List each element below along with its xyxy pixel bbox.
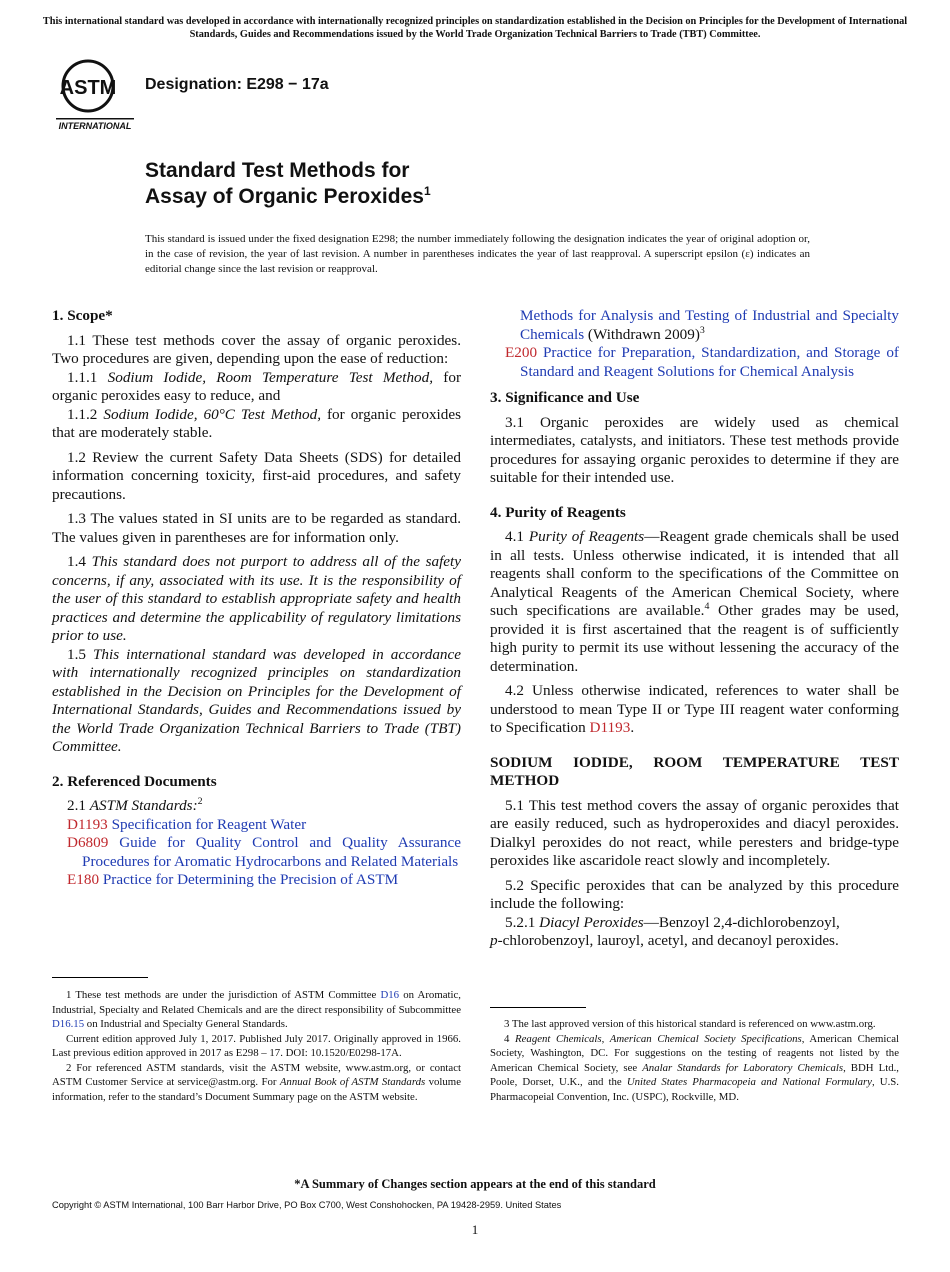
ref-e180 [52,871,461,890]
para-5-2-1: 5.2.1 Diacyl Peroxides—Benzoyl 2,4-dichlorobenzoyl, p-chlorobenzoyl, lauroyl, acetyl, and decanoyl peroxides. [490,913,840,949]
ref-title-link[interactable]: Practice for Preparation, Standardization, and Storage of Standard and Reagent Solutions for Chemical Analysis [520,344,899,380]
logo-subtext: INTERNATIONAL [58,121,132,131]
ref-code-link[interactable]: D6809 [67,834,109,851]
ref-title-link[interactable]: Methods for Analysis and Testing of Industrial and Specialty Chemicals [520,307,899,343]
para-5-2: 5.2 Specific peroxides that can be analyzed by this procedure include the following: [490,876,899,912]
ref-d6809 [52,834,461,871]
footnote-2: 2 For referenced ASTM standards, visit the ASTM website, www.astm.org, or contact ASTM Customer Service at service@astm.org. For Annual Book of ASTM Standards volume information, refer to the standard’s Document Summary page on the ASTM website. [52,1061,461,1103]
section-2-heading: 2. Referenced Documents [52,772,217,790]
para-2-1: 2.1 ASTM Standards:$^2$ [67,795,203,814]
para-4-2: 4.2 Unless otherwise indicated, references to water shall be understood to mean Type II or Type III reagent water conforming to Specification D1193. [490,682,899,736]
summary-of-changes-note: *A Summary of Changes section appears at the end of this standard [294,1177,656,1191]
footnote-3: 3 The last approved version of this historical standard is referenced on www.astm.org. [504,1018,876,1030]
astm-logo [52,56,136,134]
footnotes-left [52,988,461,1104]
section-4-heading: 4. Purity of Reagents [490,503,626,521]
section-3-heading: 3. Significance and Use [490,389,640,406]
footnote-4: 4 Reagent Chemicals, American Chemical Society Specifications, American Chemical Society, Washington, DC. For suggestions on the testing of reagents not listed by the American Chemical Society, see Analar Standards for Laboratory Chemicals, BDH Ltd., Poole, Dorset, U.K., and the United States Pharmacopeia and National Formulary, U.S. Pharmacopeial Convention, Inc. (USPC), Rockville, MD. [490,1032,900,1103]
para-1-4: 1.4 This standard does not purport to address all of the safety concerns, if any, associated with its use. It is the responsibility of the user of this standard to establish appropriate safety and health practices and determine the applicability of regulatory limitations prior to use. [52,553,462,644]
wto-notice: This international standard was developed in accordance with internationally recognized principles on standardization established in the Decision on Principles for the Development of International Standards, Guides and Recommendations issued by the World Trade Organization Technical Barriers to Trade (TBT) Committee. [42,16,908,40]
para-1-1-2: 1.1.2 Sodium Iodide, 60°C Test Method, for organic peroxides that are moderately stable. [52,405,461,441]
ref-code-link[interactable]: D1193 [67,815,108,833]
para-1-2: 1.2 Review the current Safety Data Sheets (SDS) for detailed information concerning toxicity, first-aid procedures, and safety precautions. [52,448,461,503]
para-1-1: 1.1 These test methods cover the assay of organic peroxides. Two procedures are given, depending upon the ease of reduction: [52,331,461,367]
title-footnote-mark: 1 [423,184,431,198]
left-column [52,307,461,890]
copyright-line: Copyright © ASTM International, 100 Barr Harbor Drive, PO Box C700, West Conshohocken, PA 19428-2959. United States [52,1200,562,1210]
para-3-1: 3.1 Organic peroxides are widely used as chemical intermediates, catalysts, and initiators. These test methods provide procedures for assaying organic peroxides to determine if they are suitable for their intended use. [490,413,899,486]
committee-link[interactable]: D16 [380,989,400,1001]
ref-title-link[interactable]: Guide for Quality Control and Quality Assurance Procedures for Aromatic Hydrocarbons and Related Materials [82,834,461,870]
designation: Designation: E298 − 17a [145,76,329,93]
footnote-1-edition: Current edition approved July 1, 2017. Published July 2017. Originally approved in 1966. Last previous edition approved in 2017 as E298 – 17. DOI: 10.1520/E0298-17A. [52,1032,461,1059]
para-1-5: 1.5 This international standard was developed in accordance with internationally recognized principles on standardization established in the Decision on Principles for the Development of International Standards, Guides and Recommendations issued by the World Trade Organization Technical Barriers to Trade (TBT) Committee. [52,645,462,755]
ref-code-link[interactable]: E180 [67,871,100,888]
ref-code-link[interactable]: E200 [505,344,538,361]
document-title [145,158,431,210]
title-line-2: Assay of Organic Peroxides [145,185,424,208]
ref-title-link[interactable]: Specification for Reagent Water [111,815,307,833]
footnote-1: 1 These test methods are under the jurisdiction of ASTM Committee D16 on Aromatic, Industrial, Specialty and Related Chemicals and are the direct responsibility of Subcommittee D16.15 on Industrial and Specialty General Standards. [52,989,462,1030]
ref-d1193 [52,816,461,835]
ref-d1193-link[interactable]: D1193 [589,719,631,736]
right-column [490,307,899,951]
method-heading: SODIUM IODIDE, ROOM TEMPERATURE TEST METHOD [490,753,899,789]
issuance-statement: This standard is issued under the fixed designation E298; the number immediately following the designation indicates the year of original adoption or, in the case of revision, the year of last revision. A number in parentheses indicates the year of last reapproval. A superscript epsilon (ε) indicates an editorial change since the last revision or reapproval. [145,233,810,275]
para-5-1: 5.1 This test method covers the assay of organic peroxides that are easily reduced, such as hydroperoxides and diacyl peroxides. Dialkyl peroxides do not react, while peresters and bridge-type peroxides like ascaridole react slowly and incompletely. [490,796,899,869]
para-4-1: 4.1 Purity of Reagents—Reagent grade chemicals shall be used in all tests. Unless otherwise indicated, it is intended that all reagents shall conform to the specifications of the Committee on Analytical Reagents of the American Chemical Society, where such specifications are available.$^4$ Other grades may be used, provided it is first ascertained that the reagent is of sufficiently high purity to permit its use without lessening the accuracy of the determination. [490,528,900,675]
footnotes-right [490,1017,899,1104]
footnote-rule-left [52,977,148,978]
section-1-heading: 1. Scope* [52,307,113,324]
subcommittee-link[interactable]: D16.15 [52,1018,85,1030]
page-number: 1 [471,1222,479,1237]
para-1-1-1: 1.1.1 Sodium Iodide, Room Temperature Test Method, for organic peroxides easy to reduce, and [52,368,462,404]
ref-e200 [490,344,899,381]
title-line-1: Standard Test Methods for [145,159,410,182]
footnote-rule-right [490,1007,586,1008]
ref-e180-continued: Methods for Analysis and Testing of Industrial and Specialty Chemicals (Withdrawn 2009)$^3$ [520,307,899,343]
para-1-3: 1.3 The values stated in SI units are to be regarded as standard. The values given in parentheses are for information only. [52,510,461,546]
logo-text: ASTM [59,77,117,99]
ref-title-link[interactable]: Practice for Determining the Precision of ASTM [102,871,399,888]
